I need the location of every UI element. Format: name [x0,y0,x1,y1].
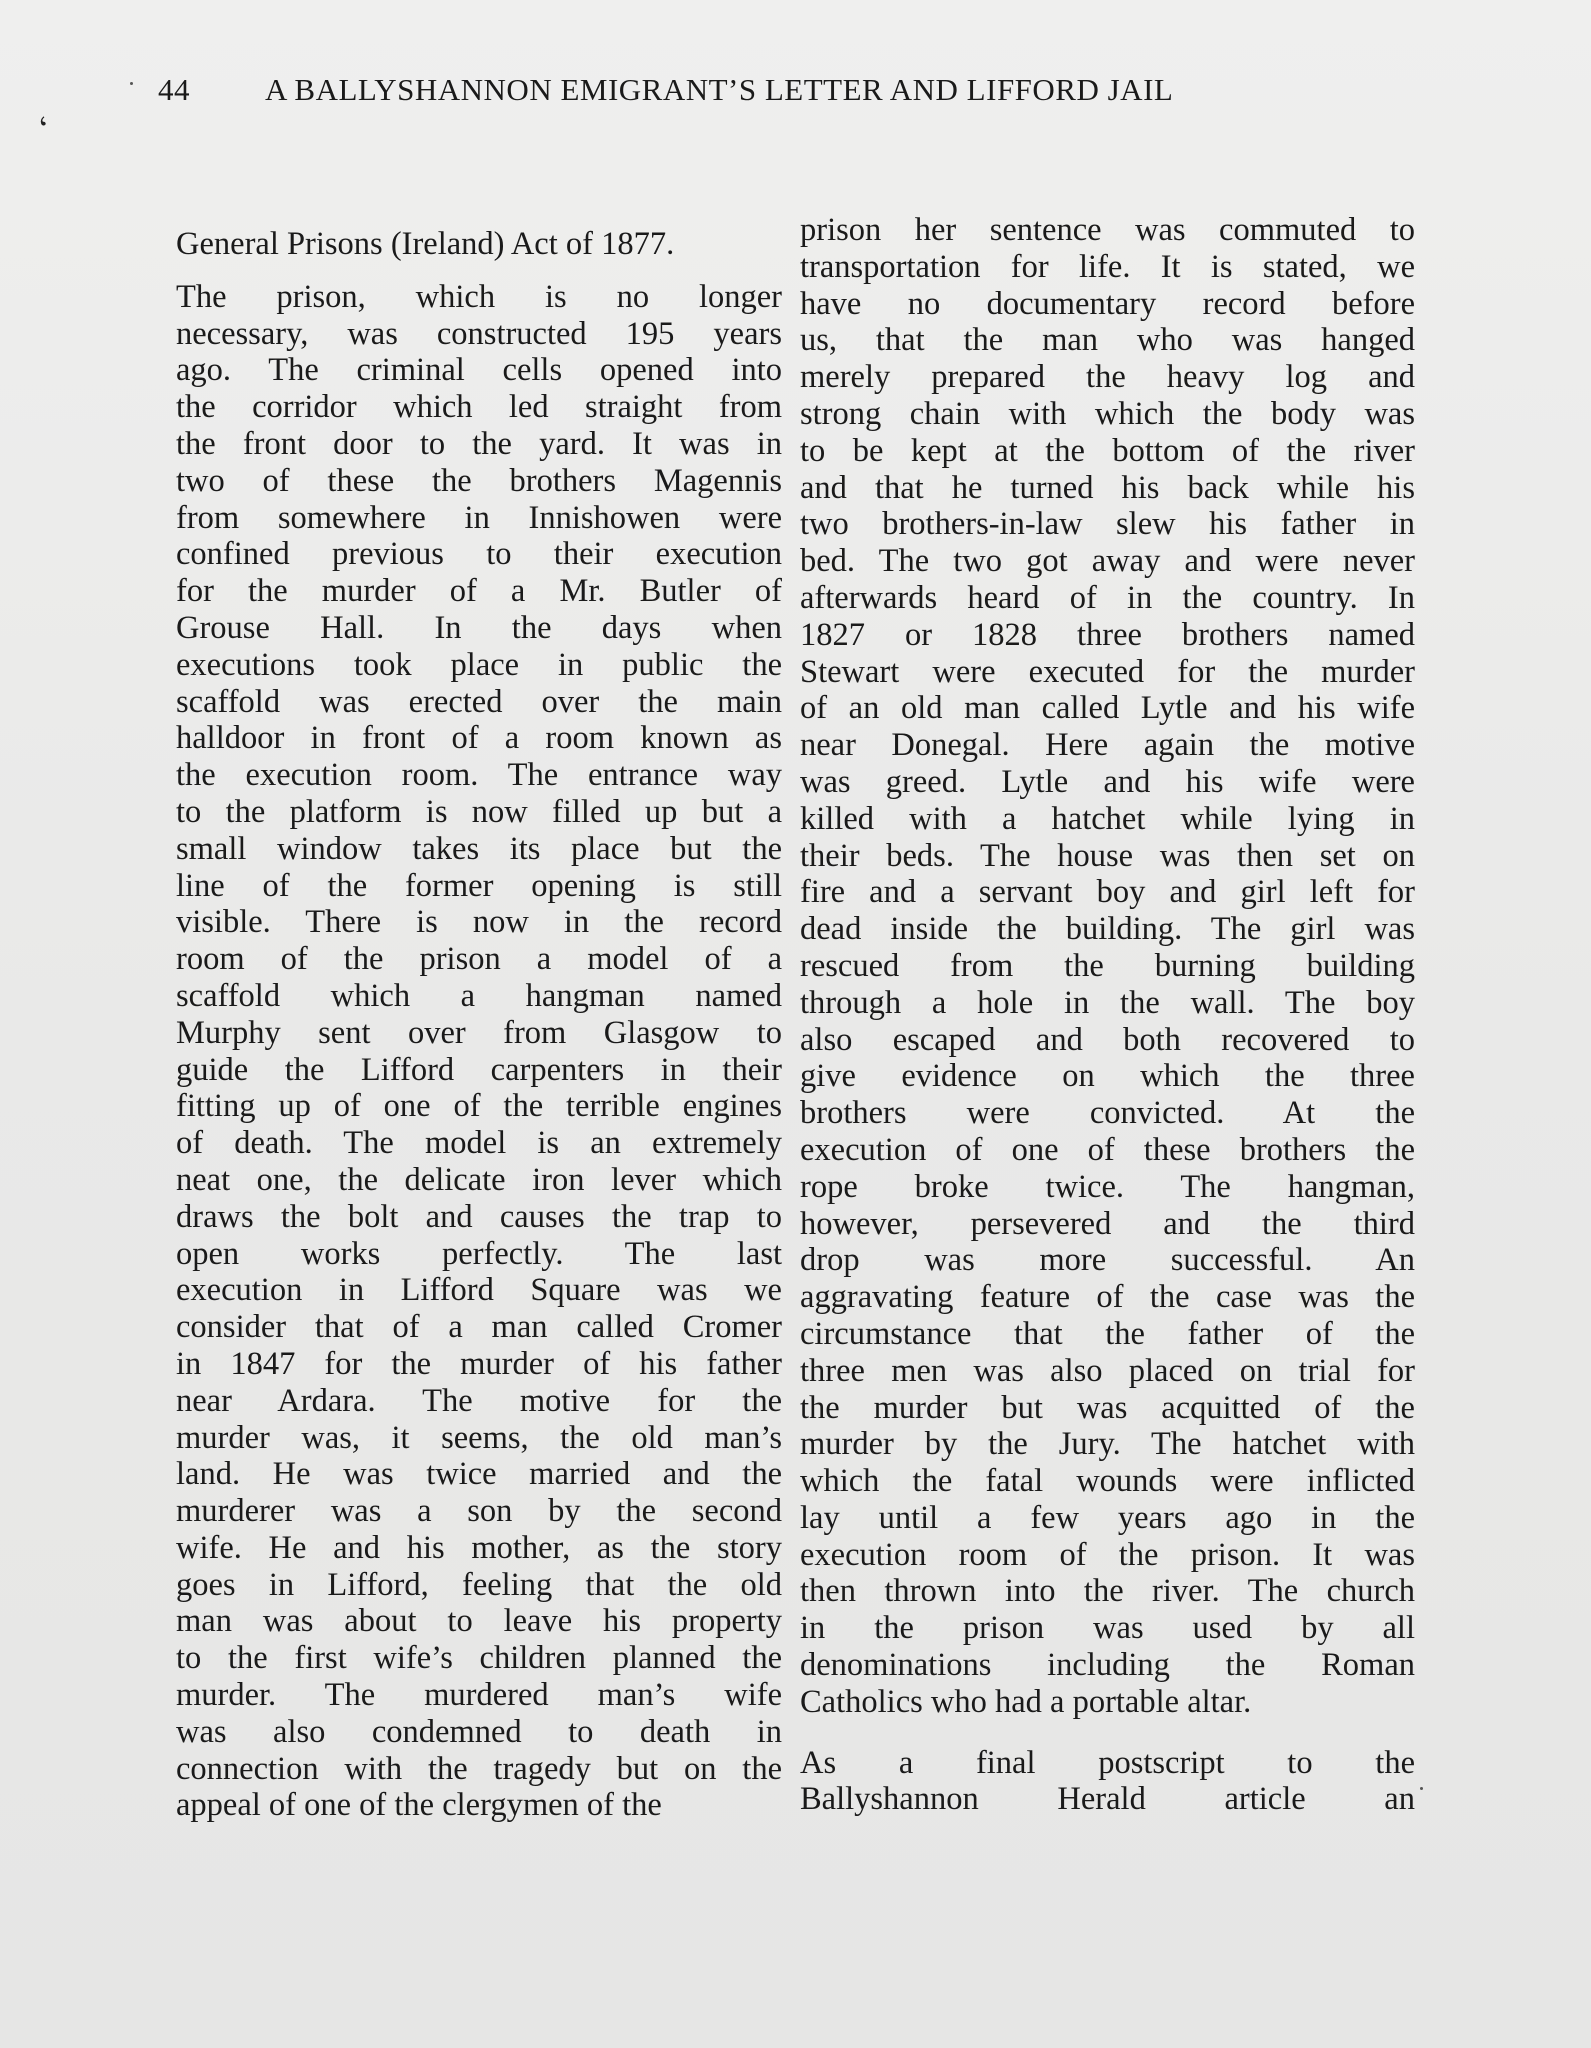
text-line: of an old man called Lytle and his wife [800,690,1415,727]
text-line: The prison, which is no longer [176,278,782,315]
text-line: As a final postscript to the [800,1744,1415,1781]
text-line: draws the bolt and causes the trap to [176,1198,782,1235]
text-line: however, persevered and the third [800,1205,1415,1242]
text-line: necessary, was constructed 195 years [176,315,782,352]
pen-mark: ʻ [33,109,58,148]
text-line: in 1847 for the murder of his father [176,1345,782,1382]
speck-mark [1420,1787,1423,1790]
text-line: to the first wife’s children planned the [176,1640,782,1677]
text-line: drop was more successful. An [800,1242,1415,1279]
right-column [800,212,1415,1818]
text-line: to the platform is now filled up but a [176,793,782,830]
text-line: murder was, it seems, the old man’s [176,1419,782,1456]
text-line: strong chain with which the body was [800,395,1415,432]
text-line: in the prison was used by all [800,1610,1415,1647]
text-line: afterwards heard of in the country. In [800,579,1415,616]
text-line: fire and a servant boy and girl left for [800,874,1415,911]
text-line: the murder but was acquitted of the [800,1389,1415,1426]
text-line: which the fatal wounds were inflicted [800,1463,1415,1500]
text-line: room of the prison a model of a [176,941,782,978]
left-column [176,226,782,1824]
text-line: give evidence on which the three [800,1058,1415,1095]
text-line: goes in Lifford, feeling that the old [176,1566,782,1603]
text-line: three men was also placed on trial for [800,1352,1415,1389]
text-line: then thrown into the river. The church [800,1573,1415,1610]
text-line: two brothers-in-law slew his father in [800,506,1415,543]
text-line: the front door to the yard. It was in [176,425,782,462]
text-line: Murphy sent over from Glasgow to [176,1014,782,1051]
text-line: transportation for life. It is stated, we [800,248,1415,285]
text-line: executions took place in public the [176,646,782,683]
text-line: to be kept at the bottom of the river [800,432,1415,469]
text-line: merely prepared the heavy log and [800,359,1415,396]
text-line: line of the former opening is still [176,867,782,904]
text-line: aggravating feature of the case was the [800,1279,1415,1316]
paragraph [800,212,1415,1721]
text-line: murder. The murdered man’s wife [176,1677,782,1714]
text-line: murder by the Jury. The hatchet with [800,1426,1415,1463]
paragraph [176,279,782,1824]
text-line: near Donegal. Here again the motive [800,727,1415,764]
text-line: guide the Lifford carpenters in their [176,1051,782,1088]
text-line: scaffold which a hangman named [176,977,782,1014]
paragraph [176,226,782,263]
text-line: denominations including the Roman [800,1647,1415,1684]
text-line: ago. The criminal cells opened into [176,352,782,389]
text-line: General Prisons (Ireland) Act of 1877. [176,226,675,262]
text-line: also escaped and both recovered to [800,1021,1415,1058]
text-line: was also condemned to death in [176,1713,782,1750]
text-line: from somewhere in Innishowen were [176,499,782,536]
text-line: fitting up of one of the terrible engines [176,1088,782,1125]
text-line: brothers were convicted. At the [800,1095,1415,1132]
text-line: us, that the man who was hanged [800,322,1415,359]
page-header [158,72,1358,116]
text-line: execution of one of these brothers the [800,1131,1415,1168]
text-line: of death. The model is an extremely [176,1125,782,1162]
text-line: 1827 or 1828 three brothers named [800,616,1415,653]
text-line: rope broke twice. The hangman, [800,1168,1415,1205]
text-line: execution in Lifford Square was we [176,1272,782,1309]
text-line: circumstance that the father of the [800,1315,1415,1352]
text-line: man was about to leave his property [176,1603,782,1640]
text-line: two of these the brothers Magennis [176,462,782,499]
text-line: have no documentary record before [800,285,1415,322]
text-line: murderer was a son by the second [176,1493,782,1530]
text-line: open works perfectly. The last [176,1235,782,1272]
text-line: Stewart were executed for the murder [800,653,1415,690]
text-line: through a hole in the wall. The boy [800,984,1415,1021]
paragraph [800,1745,1415,1819]
text-line: consider that of a man called Cromer [176,1309,782,1346]
text-line: the corridor which led straight from [176,389,782,426]
text-line: connection with the tragedy but on the [176,1750,782,1787]
text-line: wife. He and his mother, as the story [176,1529,782,1566]
text-line: neat one, the delicate iron lever which [176,1161,782,1198]
text-line: land. He was twice married and the [176,1456,782,1493]
text-line: the execution room. The entrance way [176,757,782,794]
text-line: appeal of one of the clergymen of the [176,1787,662,1824]
text-line: for the murder of a Mr. Butler of [176,573,782,610]
text-line: visible. There is now in the record [176,904,782,941]
text-line: rescued from the burning building [800,947,1415,984]
page-number: 44 [158,72,190,107]
text-line: their beds. The house was then set on [800,837,1415,874]
text-line: Catholics who had a portable altar. [800,1683,1252,1720]
text-line: Grouse Hall. In the days when [176,609,782,646]
text-line: prison her sentence was commuted to [800,212,1415,248]
text-line: confined previous to their execution [176,536,782,573]
text-line: small window takes its place but the [176,830,782,867]
running-title: A BALLYSHANNON EMIGRANT’S LETTER AND LIFFORD JAIL [265,72,1174,107]
text-line: bed. The two got away and were never [800,543,1415,580]
text-line: execution room of the prison. It was [800,1536,1415,1573]
text-line: killed with a hatchet while lying in [800,800,1415,837]
text-line: dead inside the building. The girl was [800,911,1415,948]
text-line: Ballyshannon Herald article an [800,1781,1415,1818]
speck-mark [130,82,133,85]
text-line: scaffold was erected over the main [176,683,782,720]
text-line: and that he turned his back while his [800,469,1415,506]
text-line: lay until a few years ago in the [800,1499,1415,1536]
text-line: was greed. Lytle and his wife were [800,763,1415,800]
text-line: halldoor in front of a room known as [176,720,782,757]
text-line: near Ardara. The motive for the [176,1382,782,1419]
